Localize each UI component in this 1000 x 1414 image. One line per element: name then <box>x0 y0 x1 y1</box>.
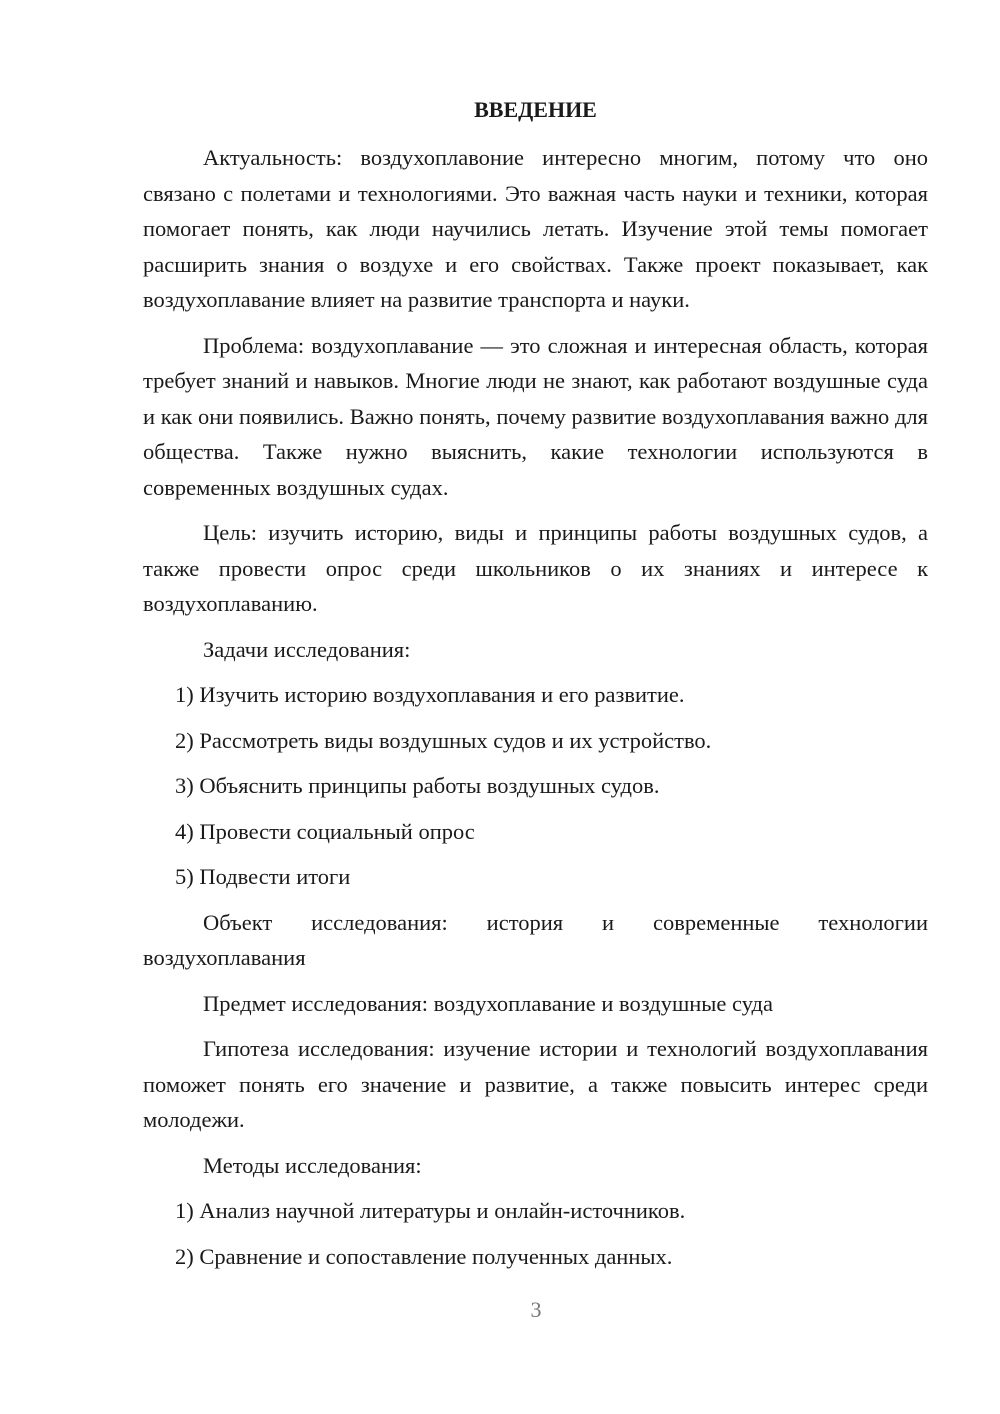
methods-label: Методы исследования: <box>203 1152 422 1178</box>
method-item: 2) Сравнение и сопоставление полученных данных. <box>175 1243 673 1269</box>
goal-paragraph: Цель: изучить историю, виды и принципы работы воздушных судов, а также провести опрос среди школьников о их знаниях и интересе к воздухоплаванию. <box>143 520 928 616</box>
page-number: 3 <box>530 1297 542 1322</box>
object-paragraph: Объект исследования: история и современные технологии воздухоплавания <box>143 909 928 970</box>
document-page <box>143 94 928 1284</box>
task-item: 4) Провести социальный опрос <box>175 818 475 844</box>
task-item: 1) Изучить историю воздухоплавания и его развитие. <box>175 682 685 707</box>
section-heading: ВВЕДЕНИЕ <box>474 97 597 122</box>
task-item: 5) Подвести итоги <box>175 864 351 889</box>
subject-line: Предмет исследования: воздухоплавание и воздушные суда <box>203 990 773 1016</box>
tasks-label: Задачи исследования: <box>203 636 411 662</box>
method-item: 1) Анализ научной литературы и онлайн-источников. <box>175 1198 686 1223</box>
task-item: 3) Объяснить принципы работы воздушных судов. <box>175 773 660 798</box>
relevance-paragraph: Актуальность: воздухоплавоние интересно многим, потому что оно связано с полетами и технологиями. Это важная часть науки и техники, которая помогает понять, как люди научились летать. Изучение этой темы помогает расширить знания о воздухе и его свойствах. Также проект показывает, как воздухоплавание влияет на развитие транспорта и науки. <box>143 145 928 312</box>
hypothesis-paragraph: Гипотеза исследования: изучение истории и технологий воздухоплавания поможет понять его значение и развитие, а также повысить интерес среди молодежи. <box>143 1036 928 1132</box>
task-item: 2) Рассмотреть виды воздушных судов и их устройство. <box>175 727 712 753</box>
problem-paragraph: Проблема: воздухоплавание — это сложная и интересная область, которая требует знаний и навыков. Многие люди не знают, как работают воздушные суда и как они появились. Важно понять, почему развитие воздухоплавания важно для общества. Также нужно выяснить, какие технологии используются в современных воздушных судах. <box>143 332 928 500</box>
